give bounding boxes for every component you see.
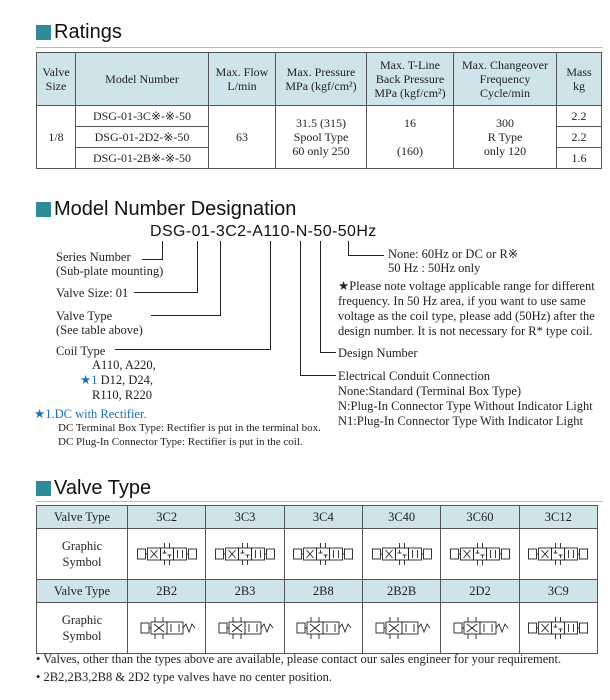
valve-type-table bbox=[36, 505, 598, 654]
cell-model: DSG-01-2D2-※-50 bbox=[76, 127, 209, 148]
valve-type-cell: 3C60 bbox=[441, 506, 519, 529]
coil-title: Coil Type bbox=[56, 344, 106, 358]
series-label: Series Number (Sub-plate mounting) bbox=[56, 250, 164, 278]
valve-type-cell: 3C40 bbox=[362, 506, 440, 529]
frequency-label: None: 60Hz or DC or R※ 50 Hz : 50Hz only bbox=[388, 247, 519, 275]
graphic-symbol-icon bbox=[362, 603, 440, 654]
leader-line bbox=[348, 255, 384, 256]
cell-mass: 1.6 bbox=[557, 148, 602, 169]
valve-type-cell: 3C4 bbox=[284, 506, 362, 529]
leader-line bbox=[220, 241, 221, 316]
cell-mass: 2.2 bbox=[557, 106, 602, 127]
valve-type-cell: 2B8 bbox=[284, 580, 362, 603]
dc-note-lines: DC Terminal Box Type: Rectifier is put in the terminal box. DC Plug-In Connector Type: Rectifier is put in the coil. bbox=[58, 422, 321, 448]
valve-type-label: Valve Type bbox=[37, 580, 128, 603]
valve-type-label: Valve Type bbox=[37, 506, 128, 529]
graphic-symbol-icon bbox=[284, 603, 362, 654]
cell-tline: 16 (160) bbox=[367, 106, 454, 169]
leader-line bbox=[320, 241, 321, 353]
model-code: DSG-01-3C2-A110-N-50-50Hz bbox=[150, 223, 377, 240]
size-label: Valve Size: 01 bbox=[56, 286, 129, 300]
valve-type-cell: 3C9 bbox=[519, 580, 597, 603]
leader-line bbox=[300, 241, 301, 376]
designation-heading bbox=[36, 197, 296, 221]
conduit-label: Electrical Conduit Connection None:Standard (Terminal Box Type) N:Plug-In Connector Type Without Indicator Light N1:Plug-In Connector Type With Indicator Light bbox=[338, 369, 593, 428]
header-model: Model Number bbox=[76, 53, 209, 106]
coil-options: A110, A220, ★1 D12, D24, R110, R220 bbox=[80, 358, 156, 402]
graphic-symbol-icon bbox=[362, 529, 440, 580]
cell-flow: 63 bbox=[209, 106, 276, 169]
graphic-symbol-icon bbox=[128, 603, 206, 654]
designation-title: Model Number Designation bbox=[54, 198, 297, 220]
valve-type-cell: 2B3 bbox=[206, 580, 284, 603]
note-line: • Valves, other than the types above are available, please contact our sales engineer for your requirement. bbox=[36, 652, 562, 666]
graphic-symbol-icon bbox=[206, 603, 284, 654]
cell-mass: 2.2 bbox=[557, 127, 602, 148]
valve-type-cell: 2D2 bbox=[441, 580, 519, 603]
leader-line bbox=[270, 241, 271, 350]
star-note-icon: ★1 bbox=[80, 373, 98, 387]
leader-line bbox=[115, 349, 271, 350]
header-changeover: Max. Changeover Frequency Cycle/min bbox=[454, 53, 557, 106]
leader-line bbox=[197, 241, 198, 293]
cell-changeover: 300 R Type only 120 bbox=[454, 106, 557, 169]
section-square-icon bbox=[36, 25, 51, 40]
leader-line bbox=[151, 315, 221, 316]
ratings-title: Ratings bbox=[54, 21, 122, 43]
valve-type-cell: 3C12 bbox=[519, 506, 597, 529]
valve-type-cell: 2B2 bbox=[128, 580, 206, 603]
header-tline: Max. T-Line Back Pressure MPa (kgf/cm²) bbox=[367, 53, 454, 106]
header-flow: Max. Flow L/min bbox=[209, 53, 276, 106]
cell-model: DSG-01-2B※-※-50 bbox=[76, 148, 209, 169]
graphic-symbol-icon bbox=[128, 529, 206, 580]
graphic-symbol-icon bbox=[519, 529, 597, 580]
graphic-symbol-icon bbox=[206, 529, 284, 580]
dc-note-title: ★1.DC with Rectifier. bbox=[34, 407, 147, 421]
ratings-heading bbox=[36, 20, 122, 44]
leader-line bbox=[300, 375, 336, 376]
graphic-symbol-icon bbox=[284, 529, 362, 580]
divider bbox=[36, 47, 603, 48]
header-mass: Mass kg bbox=[557, 53, 602, 106]
graphic-symbol-icon bbox=[441, 529, 519, 580]
note-line: • 2B2,2B3,2B8 & 2D2 type valves have no center position. bbox=[36, 670, 333, 684]
graphic-symbol-label: Graphic Symbol bbox=[37, 603, 128, 654]
cell-pressure: 31.5 (315) Spool Type 60 only 250 bbox=[276, 106, 367, 169]
valve-type-cell: 3C3 bbox=[206, 506, 284, 529]
leader-line bbox=[134, 292, 198, 293]
type-label: Valve Type (See table above) bbox=[56, 309, 143, 337]
header-pressure: Max. Pressure MPa (kgf/cm²) bbox=[276, 53, 367, 106]
valve-type-heading bbox=[36, 476, 151, 500]
graphic-symbol-icon bbox=[441, 603, 519, 654]
valve-type-cell: 3C2 bbox=[128, 506, 206, 529]
design-number-label: Design Number bbox=[338, 346, 418, 360]
header-size: Valve Size bbox=[37, 53, 76, 106]
section-square-icon bbox=[36, 481, 51, 496]
cell-model: DSG-01-3C※-※-50 bbox=[76, 106, 209, 127]
valve-type-title: Valve Type bbox=[54, 477, 152, 499]
ratings-table bbox=[36, 52, 602, 169]
leader-line bbox=[320, 352, 336, 353]
graphic-symbol-label: Graphic Symbol bbox=[37, 529, 128, 580]
leader-line bbox=[348, 241, 349, 256]
valve-type-cell: 2B2B bbox=[362, 580, 440, 603]
divider bbox=[36, 501, 603, 502]
cell-size: 1/8 bbox=[37, 106, 76, 169]
frequency-note: ★Please note voltage applicable range for different frequency. In 50 Hz area, if you want to use same voltage as the coil type, please add (50Hz) after the design number. It is not necessary for R* type coil. bbox=[338, 279, 595, 338]
section-square-icon bbox=[36, 202, 51, 217]
graphic-symbol-icon bbox=[519, 603, 597, 654]
